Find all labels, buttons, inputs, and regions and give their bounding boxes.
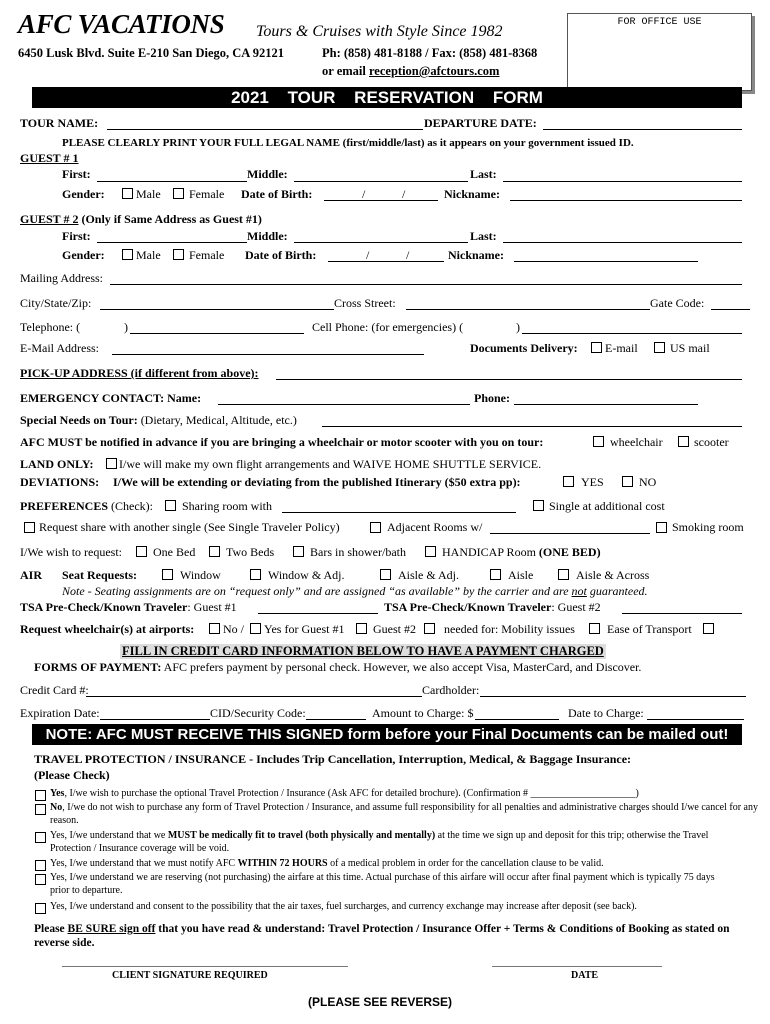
tsa-guest2-label: TSA Pre-Check/Known Traveler — [384, 600, 552, 614]
insurance-taxes-checkbox[interactable] — [35, 903, 46, 914]
pickup-address-field[interactable] — [276, 379, 742, 380]
gate-code-label: Gate Code: — [650, 296, 705, 310]
seating-note-not: not — [571, 584, 587, 598]
adjacent-rooms-field[interactable] — [490, 533, 650, 534]
insurance-item-taxes — [50, 901, 760, 914]
guest2-male-checkbox[interactable] — [122, 249, 133, 260]
ease-transport-label: Ease of Transport — [607, 622, 692, 636]
smoking-room-label: Smoking room — [672, 520, 744, 534]
forms-of-payment-label: FORMS OF PAYMENT: — [34, 660, 162, 674]
insurance-medically-fit-checkbox[interactable] — [35, 832, 46, 843]
seating-note-b: guaranteed. — [586, 584, 648, 598]
air-label: AIR — [20, 568, 43, 582]
land-only-label: LAND ONLY: — [20, 457, 94, 471]
guest2-first-field[interactable] — [97, 242, 247, 243]
emergency-contact-label: EMERGENCY CONTACT: Name: — [20, 391, 202, 405]
guest2-dob-field[interactable] — [328, 261, 444, 262]
deviations-text: I/We will be extending or deviating from the published Itinerary ($50 extra pp): — [113, 475, 521, 489]
insurance-item-4-text: Yes, I/we understand that we must notify AFC — [50, 858, 238, 869]
guest1-last-label: Last: — [470, 167, 497, 181]
form-title-banner — [32, 87, 742, 108]
preferences-label: PREFERENCES — [20, 499, 109, 513]
insurance-item-3-bold: MUST be medically fit to travel (both physically and mentally) — [167, 830, 436, 841]
insurance-item-3-text2: at the time we sign up and deposit for this trip; otherwise the Travel Protection / Insurance coverage will be void. — [50, 830, 709, 854]
tsa-guest1-field[interactable] — [258, 613, 378, 614]
guest2-nickname-label: Nickname: — [448, 248, 504, 262]
mailing-address-label: Mailing Address: — [20, 271, 103, 285]
docs-usmail-label: US mail — [670, 341, 710, 355]
insurance-item-3-text: Yes, I/we understand that we — [50, 830, 168, 841]
wheel-air-needed-label: needed for: Mobility issues — [444, 622, 575, 636]
signed-form-notice-banner — [32, 724, 742, 745]
handicap-room-checkbox[interactable] — [425, 546, 436, 557]
deviations-yes-checkbox[interactable] — [563, 476, 574, 487]
scooter-checkbox[interactable] — [678, 436, 689, 447]
guest1-female-label: Female — [189, 187, 225, 201]
seat-window-adj-checkbox[interactable] — [250, 569, 261, 580]
insurance-item-no-text: , I/we do not wish to purchase any form of Travel Protection / Insurance, and assume full responsibility for all penalties and administrative charges should I/we cancel for any reason. — [50, 802, 758, 826]
amount-field[interactable] — [475, 719, 559, 720]
signature-date-label: DATE — [571, 970, 599, 981]
guest2-middle-label: Middle: — [247, 229, 288, 243]
insurance-airfare-checkbox[interactable] — [35, 874, 46, 885]
request-share-label: Request share with another single (See Single Traveler Policy) — [39, 520, 340, 534]
adjacent-rooms-label: Adjacent Rooms w/ — [387, 520, 483, 534]
seat-aisle-checkbox[interactable] — [490, 569, 501, 580]
signoff-please: Please — [34, 923, 68, 935]
insurance-item-no-bold: No — [50, 802, 63, 813]
insurance-item-yes-text: , I/we wish to purchase the optional Travel Protection / Insurance (Ask AFC for detailed brochure). (Confirmation # _____________________) — [64, 788, 639, 799]
tsa-guest2-field[interactable] — [622, 613, 742, 614]
guest2-first-label: First: — [62, 229, 91, 243]
cell-phone-close-paren: ) — [516, 320, 520, 334]
land-only-text: I/we will make my own flight arrangements and WAIVE HOME SHUTTLE SERVICE. — [119, 457, 542, 471]
guest2-gender-label: Gender: — [62, 248, 105, 262]
wheel-air-guest2-label: Guest #2 — [373, 622, 416, 636]
email-prefix: or email — [322, 64, 366, 78]
deviations-no-checkbox[interactable] — [622, 476, 633, 487]
credit-card-field[interactable] — [86, 696, 422, 697]
sharing-room-label: Sharing room with — [182, 499, 272, 513]
expiration-date-label: Expiration Date: — [20, 706, 100, 720]
tour-name-field[interactable] — [107, 129, 423, 130]
special-needs-line — [20, 413, 297, 428]
seat-aisle-adj-label: Aisle & Adj. — [398, 568, 460, 582]
cell-phone-label: Cell Phone: (for emergencies) ( — [312, 320, 464, 334]
docs-usmail-checkbox[interactable] — [654, 342, 665, 353]
company-phone-fax: Ph: (858) 481-8188 / Fax: (858) 481-8368 — [322, 46, 538, 60]
company-email-link[interactable]: reception@afctours.com — [368, 64, 500, 78]
guest2-female-label: Female — [189, 248, 225, 262]
docs-email-label: E-mail — [605, 341, 638, 355]
single-cost-label: Single at additional cost — [549, 499, 665, 513]
single-cost-checkbox[interactable] — [533, 500, 544, 511]
tour-name-label: TOUR NAME: — [20, 116, 99, 130]
deviations-label: DEVIATIONS: — [20, 475, 100, 489]
form-title: 2021 TOUR RESERVATION FORM — [231, 88, 543, 107]
insurance-item-airfare — [50, 872, 730, 897]
seat-aisle-across-checkbox[interactable] — [558, 569, 569, 580]
cross-street-label: Cross Street: — [334, 296, 396, 310]
special-needs-detail: (Dietary, Medical, Altitude, etc.) — [140, 413, 297, 427]
guest2-female-checkbox[interactable] — [173, 249, 184, 260]
one-bed-label: One Bed — [153, 545, 196, 559]
preferences-line — [20, 499, 153, 514]
cid-label: CID/Security Code: — [210, 706, 306, 720]
insurance-item-4-text2: of a medical problem in order for the cancellation clause to be valid. — [327, 858, 604, 869]
forms-of-payment-line — [34, 660, 641, 675]
insurance-yes-checkbox[interactable] — [35, 790, 46, 801]
seat-window-adj-label: Window & Adj. — [268, 568, 345, 582]
one-bed-checkbox[interactable] — [136, 546, 147, 557]
pickup-address-label: PICK-UP ADDRESS (if different from above): — [20, 366, 259, 380]
seat-aisle-across-label: Aisle & Across — [576, 568, 650, 582]
seat-aisle-label: Aisle — [508, 568, 534, 582]
guest1-gender-label: Gender: — [62, 187, 105, 201]
request-share-checkbox[interactable] — [24, 522, 35, 533]
guest1-nickname-label: Nickname: — [444, 187, 500, 201]
guest1-dob-field[interactable] — [324, 200, 438, 201]
bars-shower-checkbox[interactable] — [293, 546, 304, 557]
guest1-female-checkbox[interactable] — [173, 188, 184, 199]
credit-card-label: Credit Card #: — [20, 683, 89, 697]
signoff-text: that you have read & understand: Travel Protection / Insurance Offer + Terms & Conditions of Booking as stated on reverse side. — [34, 923, 730, 949]
guest1-male-label: Male — [136, 187, 161, 201]
guest2-dob-slash-1: / — [366, 248, 370, 262]
tsa-guest1-label: TSA Pre-Check/Known Traveler — [20, 600, 188, 614]
seat-window-checkbox[interactable] — [162, 569, 173, 580]
guest2-last-field[interactable] — [503, 242, 742, 243]
date-to-charge-label: Date to Charge: — [568, 706, 644, 720]
seat-aisle-adj-checkbox[interactable] — [380, 569, 391, 580]
sharing-room-checkbox[interactable] — [165, 500, 176, 511]
insurance-item-yes-bold: Yes — [50, 788, 65, 799]
wish-to-request-label: I/We wish to request: — [20, 545, 123, 559]
two-beds-label: Two Beds — [226, 545, 275, 559]
wheel-air-guest1-label: Yes for Guest #1 — [264, 622, 345, 636]
docs-email-checkbox[interactable] — [591, 342, 602, 353]
wheelchair-notice: AFC MUST be notified in advance if you are bringing a wheelchair or motor scooter with you on tour: — [20, 435, 544, 449]
wheelchair-airport-label: Request wheelchair(s) at airports: — [20, 622, 195, 636]
departure-date-label: DEPARTURE DATE: — [424, 116, 537, 130]
expiration-date-field[interactable] — [100, 719, 210, 720]
guest1-nickname-field[interactable] — [510, 200, 742, 201]
deviations-yes-label: YES — [581, 475, 604, 489]
guest2-heading: GUEST # 2 — [20, 212, 79, 226]
guest1-first-label: First: — [62, 167, 91, 181]
signature-date-field[interactable] — [492, 966, 662, 967]
guest2-nickname-field[interactable] — [514, 261, 698, 262]
wheel-air-guest1-checkbox[interactable] — [250, 623, 261, 634]
date-to-charge-field[interactable] — [647, 719, 744, 720]
guest2-heading-line — [20, 212, 262, 227]
handicap-room-note: (ONE BED) — [538, 545, 601, 559]
guest2-last-label: Last: — [470, 229, 497, 243]
cid-field[interactable] — [306, 719, 366, 720]
tsa-guest1-suffix: : Guest #1 — [187, 600, 237, 614]
departure-date-field[interactable] — [543, 129, 742, 130]
seat-window-label: Window — [180, 568, 221, 582]
ease-transport-checkbox[interactable] — [703, 623, 714, 634]
insurance-heading: TRAVEL PROTECTION / INSURANCE - Includes Trip Cancellation, Interruption, Medical, & Baggage Insurance: — [34, 752, 632, 766]
company-email-line — [322, 64, 499, 79]
seating-note-a: Note - Seating assignments are on “request only” and are assigned “as available” by the carrier and are — [62, 584, 572, 598]
signoff-be-sure: BE SURE sign off — [67, 923, 156, 935]
cardholder-label: Cardholder: — [422, 683, 480, 697]
guest1-first-field[interactable] — [97, 181, 247, 182]
smoking-room-checkbox[interactable] — [656, 522, 667, 533]
guest2-dob-label: Date of Birth: — [245, 248, 317, 262]
two-beds-checkbox[interactable] — [209, 546, 220, 557]
gate-code-field[interactable] — [711, 309, 750, 310]
insurance-item-4-bold: WITHIN 72 HOURS — [237, 858, 328, 869]
office-use-box — [567, 13, 752, 91]
mobility-issues-checkbox[interactable] — [589, 623, 600, 634]
guest1-middle-field[interactable] — [294, 181, 468, 182]
handicap-room-line — [442, 545, 601, 560]
wheelchair-checkbox[interactable] — [593, 436, 604, 447]
client-signature-label: CLIENT SIGNATURE REQUIRED — [112, 970, 268, 981]
wheelchair-label: wheelchair — [610, 435, 663, 449]
city-state-zip-label: City/State/Zip: — [20, 296, 92, 310]
documents-delivery-label: Documents Delivery: — [470, 341, 578, 355]
special-needs-field[interactable] — [322, 426, 742, 427]
telephone-close-paren: ) — [124, 320, 128, 334]
tsa-guest1-line — [20, 600, 237, 615]
guest1-dob-label: Date of Birth: — [241, 187, 313, 201]
special-needs-label: Special Needs on Tour: — [20, 413, 138, 427]
emergency-phone-label: Phone: — [474, 391, 510, 405]
client-signature-field[interactable] — [62, 966, 348, 967]
cardholder-field[interactable] — [480, 696, 746, 697]
scooter-label: scooter — [694, 435, 729, 449]
seating-note — [62, 584, 648, 599]
wheel-air-no-checkbox[interactable] — [209, 623, 220, 634]
insurance-no-checkbox[interactable] — [35, 804, 46, 815]
insurance-72-hours-checkbox[interactable] — [35, 860, 46, 871]
insurance-item-5-text: Yes, I/we understand we are reserving (not purchasing) the airfare at this time. Actual purchase of this airfare will occur after final payment which is typically 75 days prior to departure. — [50, 872, 715, 896]
telephone-label: Telephone: ( — [20, 320, 81, 334]
office-use-label: FOR OFFICE USE — [617, 17, 702, 28]
tsa-guest2-suffix: : Guest #2 — [551, 600, 601, 614]
signoff-statement — [34, 922, 734, 950]
adjacent-rooms-checkbox[interactable] — [370, 522, 381, 533]
sharing-room-field[interactable] — [282, 512, 516, 513]
emergency-phone-field[interactable] — [514, 404, 698, 405]
insurance-please-check: (Please Check) — [34, 768, 110, 782]
company-address: 6450 Lusk Blvd. Suite E-210 San Diego, CA 92121 — [18, 46, 285, 60]
guest1-male-checkbox[interactable] — [122, 188, 133, 199]
insurance-item-no — [50, 802, 760, 827]
email-address-field[interactable] — [112, 354, 424, 355]
amount-label: Amount to Charge: $ — [372, 706, 474, 720]
guest2-middle-field[interactable] — [294, 242, 468, 243]
mailing-address-field[interactable] — [110, 284, 742, 285]
handicap-room-label: HANDICAP Room — [442, 545, 536, 559]
wheel-air-guest2-checkbox-b[interactable] — [424, 623, 435, 634]
seat-requests-label: Seat Requests: — [62, 568, 137, 582]
city-state-zip-field[interactable] — [100, 309, 334, 310]
tsa-guest2-line — [384, 600, 601, 615]
tagline: Tours & Cruises with Style Since 1982 — [256, 23, 503, 40]
company-name: AFC VACATIONS — [18, 9, 225, 39]
guest1-middle-label: Middle: — [247, 167, 288, 181]
wheel-air-no-label: No / — [223, 622, 244, 636]
email-address-label: E-Mail Address: — [20, 341, 99, 355]
cross-street-field[interactable] — [406, 309, 650, 310]
insurance-item-6-text: Yes, I/we understand and consent to the possibility that the air taxes, fuel surcharges, and currency exchange may increase after deposit (see back). — [50, 901, 637, 912]
insurance-item-72-hours — [50, 858, 730, 871]
guest2-dob-slash-2: / — [406, 248, 410, 262]
wheel-air-guest2-checkbox-a[interactable] — [356, 623, 367, 634]
guest2-male-label: Male — [136, 248, 161, 262]
guest1-last-field[interactable] — [503, 181, 742, 182]
guest1-dob-slash-1: / — [362, 187, 366, 201]
land-only-checkbox[interactable] — [106, 458, 117, 469]
guest1-heading: GUEST # 1 — [20, 151, 79, 165]
preferences-check: (Check): — [111, 499, 153, 513]
emergency-contact-name-field[interactable] — [218, 404, 470, 405]
insurance-item-medically-fit — [50, 830, 730, 855]
cell-phone-field[interactable] — [522, 333, 742, 334]
deviations-no-label: NO — [639, 475, 657, 489]
print-name-note: PLEASE CLEARLY PRINT YOUR FULL LEGAL NAME (first/middle/last) as it appears on your government issued ID. — [62, 137, 634, 149]
payment-heading: FILL IN CREDIT CARD INFORMATION BELOW TO HAVE A PAYMENT CHARGED — [122, 644, 604, 658]
guest2-heading-note: (Only if Same Address as Guest #1) — [81, 212, 262, 226]
see-reverse-note: (PLEASE SEE REVERSE) — [308, 995, 453, 1009]
telephone-field[interactable] — [130, 333, 304, 334]
bars-shower-label: Bars in shower/bath — [310, 545, 406, 559]
signed-form-notice: NOTE: AFC MUST RECEIVE THIS SIGNED form before your Final Documents can be mailed out! — [45, 726, 729, 743]
forms-of-payment-text: AFC prefers payment by personal check. However, we also accept Visa, MasterCard, and Discover. — [163, 660, 642, 674]
guest1-dob-slash-2: / — [402, 187, 406, 201]
insurance-item-yes — [50, 788, 750, 801]
